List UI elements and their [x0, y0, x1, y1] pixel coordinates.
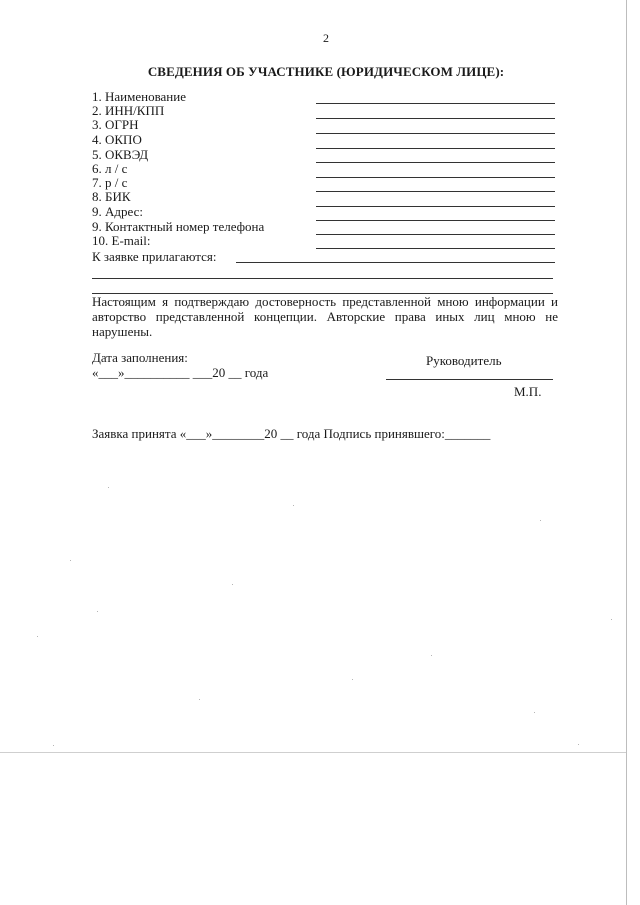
scan-dot: [534, 712, 535, 713]
scan-dot: [611, 619, 612, 620]
page-number: 2: [323, 31, 329, 45]
received-line: Заявка принята «___»________20 __ года Подпись принявшего:_______: [92, 426, 491, 441]
field-personal-account-label: 6. л / с: [92, 161, 128, 176]
field-phone-line[interactable]: [316, 234, 555, 235]
scan-edge-bottom: [0, 752, 626, 753]
field-okved-line[interactable]: [316, 162, 555, 163]
attachments-label: К заявке прилагаются:: [92, 249, 217, 264]
field-inn-kpp-line[interactable]: [316, 118, 555, 119]
attachments-line-1[interactable]: [236, 262, 555, 263]
field-okpo-line[interactable]: [316, 148, 555, 149]
field-address-label: 9. Адрес:: [92, 204, 143, 219]
field-okved-label: 5. ОКВЭД: [92, 147, 149, 162]
field-email-line[interactable]: [316, 248, 555, 249]
scan-dot: [37, 636, 38, 637]
field-phone-label: 9. Контактный номер телефона: [92, 219, 265, 234]
scan-dot: [540, 520, 541, 521]
scan-edge-right: [626, 0, 627, 905]
field-settlement-account-label: 7. р / с: [92, 175, 128, 190]
fill-date-value: «___»__________ ___20 __ года: [92, 365, 269, 380]
field-ogrn-line[interactable]: [316, 133, 555, 134]
head-signature-label: Руководитель: [426, 353, 502, 368]
head-signature-line[interactable]: [386, 379, 553, 380]
scan-dot: [199, 699, 200, 700]
scan-dot: [293, 505, 294, 506]
scan-dot: [352, 679, 353, 680]
field-address-line[interactable]: [316, 220, 555, 221]
scan-dot: [232, 584, 233, 585]
confirmation-text: Настоящим я подтверждаю достоверность представленной мною информации и авторство представленной концепции. Авторские права иных лиц мною не нарушены.: [92, 294, 558, 339]
fill-date-label: Дата заполнения:: [92, 350, 188, 365]
seal-label: М.П.: [514, 384, 542, 399]
scan-dot: [70, 560, 71, 561]
field-ogrn-label: 3. ОГРН: [92, 117, 139, 132]
field-settlement-account-line[interactable]: [316, 191, 555, 192]
scan-dot: [53, 745, 54, 746]
field-bik-label: 8. БИК: [92, 189, 131, 204]
field-name-label: 1. Наименование: [92, 89, 186, 104]
field-bik-line[interactable]: [316, 206, 555, 207]
scan-dot: [108, 487, 109, 488]
scan-dot: [97, 611, 98, 612]
field-personal-account-line[interactable]: [316, 177, 555, 178]
field-okpo-label: 4. ОКПО: [92, 132, 142, 147]
scan-dot: [578, 744, 579, 745]
form-title: СВЕДЕНИЯ ОБ УЧАСТНИКЕ (ЮРИДИЧЕСКОМ ЛИЦЕ):: [147, 64, 505, 79]
scan-dot: [431, 655, 432, 656]
field-inn-kpp-label: 2. ИНН/КПП: [92, 103, 165, 118]
attachments-line-2[interactable]: [92, 278, 553, 279]
field-name-line[interactable]: [316, 103, 555, 104]
field-email-label: 10. E-mail:: [92, 233, 151, 248]
